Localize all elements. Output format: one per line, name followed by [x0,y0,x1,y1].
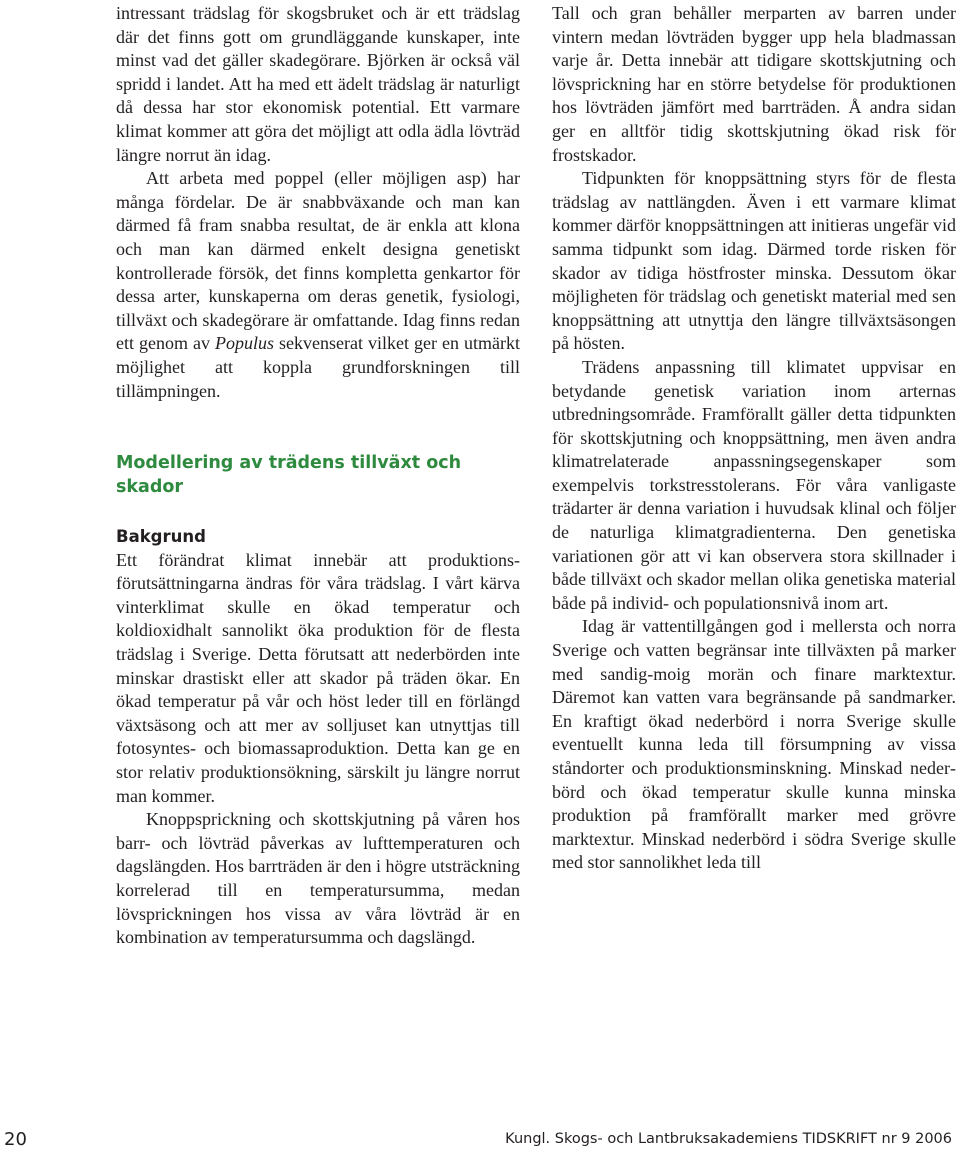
paragraph-poppel-text-end: sekvenserat vilket ger en utmärkt möjlighet att koppla grundforskningen till tillämpningen. [116,333,520,401]
page-number: 20 [4,1129,27,1150]
page-footer [0,1128,960,1152]
paragraph-continued: Tall och gran behåller merparten av barren under vintern medan lövträden bygger upp hela bladmassan varje år. Detta innebär att tidigare skottskjutning och lövsprickning har en större betydelse för produktionen hos lövträden jämfört med barrträden. Å andra sidan ger en alltför tidig skottskjutning ökad risk för frostskador. [552,3,956,165]
sub-heading-bakgrund: Bakgrund [116,527,206,547]
paragraph-tradens-anpassning: Trädens anpassning till klimatet uppvisar en betydande genetisk variation inom arternas utbredningsområde. Framförallt gäller detta tidpunkten för skottskjutning och knoppsättning, men även andra klimatrelaterade anpassningsegenskaper som exempelvis torkstresstolerans. För våra vanligaste trädarter är denna variation i huvudsak klinal och följer de naturliga klimatgradienterna. Den genetiska variationen gör att vi kan observera stora skillnader i både tillväxt och skador mellan olika genetiska material både på individ- och populationsnivå inom art. [552,356,956,613]
species-name-populus: Populus [215,333,275,354]
paragraph-tidpunkten: Tidpunkten för knoppsättning styrs för de flesta trädslag av nattlängden. Även i ett varmare klimat kommer därför knoppsättningen att initieras ungefär vid samma tidpunkt som idag. Därmed torde risken för skador av tidiga höstfroster minska. Dessutom ökar möjligheten för trädslag och genetiskt material med sen knoppsättning att utnyttja den längre tillväxtsäsongen på hösten. [552,168,956,354]
left-column [116,2,520,950]
right-column [552,2,956,875]
paragraph-knoppsprickning: Knoppsprickning och skottskjutning på våren hos barr- och lövträd påverkas av lufttemperaturen och dagslängden. Hos barrträden är den i högre utsträckning korrelerad till en temperatursumma, medan lövsprickningen hos vissa av våra lövträd är en kombination av temperatursumma och dagslängd. [116,809,520,948]
paragraph-poppel-text-start: Att arbeta med poppel (eller möjligen asp) har många fördelar. De är snabbväxande och man kan därmed få fram snabba resultat, de är enkla att klona och man kan därmed enkelt designa genetiskt kontrollerade försök, det finns kompletta genkartor för dessa arter, kunskaperna om deras genetik, fysiologi, tillväxt och skadegörare är omfattande. Idag finns redan ett genom av [116,168,520,354]
paragraph-vattentillgang: Idag är vattentillgången god i mellersta och norra Sverige och vatten begränsar inte tillväxten på marker med sandig-moig morän och finare marktextur. Däremot kan vatten vara begränsande på sandmarker. En kraftigt ökad nederbörd i norra Sverige skulle eventuellt kunna leda till försumpning av vissa ståndorter och produktionsminskning. Minskad nederbörd och ökad temperatur skulle kunna minska produktion på framförallt marker med grövre marktextur. Minskad nederbörd i södra Sverige skulle med stor sannolikhet leda till [552,616,956,873]
paragraph-bakgrund: Ett förändrat klimat innebär att produktionsförutsättningarna ändras för våra trädslag. I vårt kärva vinterklimat skulle en ökad temperatur och koldioxidhalt sannolikt öka produktion för de flesta trädslag i Sverige. Detta förutsatt att nederbörden inte minskar drastiskt eller att skador på träden ökar. En ökad temperatur på vår och höst leder till en förlängd växtsäsong och att mer av solljuset kan utnyttjas till fotosyntes- och biomassaproduktion. Detta kan ge en stor relativ produktionsökning, särskilt ju längre norrut man kommer. [116,549,520,806]
section-heading: Modellering av trädens tillväxt och skador [116,453,462,498]
paragraph-poppel [116,167,520,403]
paragraph-intro: intressant trädslag för skogsbruket och är ett trädslag där det finns gott om grundläggande kunskaper, inte minst vad det gäller skadegörare. Björken är också väl spridd i landet. Att ha med ett ädelt trädslag är naturligt då dessa har stor ekonomisk potential. Ett varmare klimat kommer att göra det möjligt att odla ädla lövträd längre norrut än idag. [116,3,520,165]
publication-title: Kungl. Skogs- och Lantbruksakademiens TIDSKRIFT nr 9 2006 [505,1131,952,1147]
